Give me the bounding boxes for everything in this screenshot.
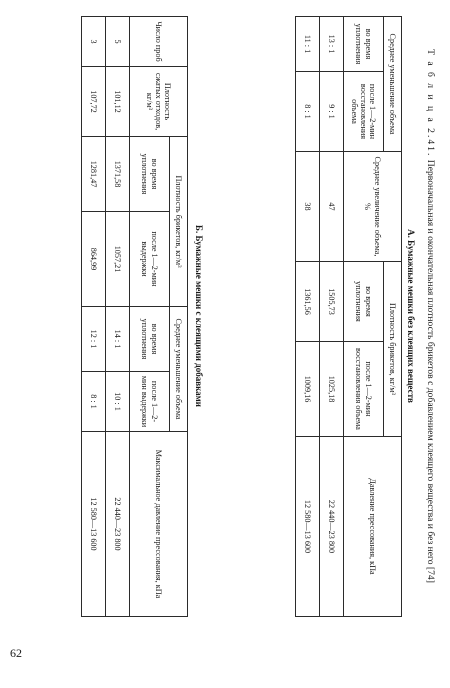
cell-density-during: 1371,58 xyxy=(106,137,130,212)
table-a xyxy=(295,16,402,617)
header-density-group: Плотность брикетов, кг/м³ xyxy=(384,262,402,437)
header-density-during: во время уплотнения xyxy=(130,137,170,212)
cell-waste-density: 107,72 xyxy=(82,67,106,137)
table-row xyxy=(106,17,130,617)
table-row xyxy=(296,17,320,617)
cell-during: 11 : 1 xyxy=(296,17,320,72)
cell-density-during: 1505,73 xyxy=(320,262,344,342)
header-density-after: после 1—2-мин выдержки xyxy=(130,212,170,307)
header-red-during: во время уплотнения xyxy=(130,307,170,372)
cell-pressure: 12 580—13 600 xyxy=(296,437,320,617)
cell-pressure: 22 440—23 800 xyxy=(320,437,344,617)
table-row xyxy=(82,17,106,617)
table-row xyxy=(320,17,344,617)
rotated-table-sheet xyxy=(36,16,436,616)
cell-density-after: 1057,21 xyxy=(106,212,130,307)
table-caption xyxy=(425,16,436,616)
cell-density-after: 1009,16 xyxy=(296,342,320,437)
cell-during: 13 : 1 xyxy=(320,17,344,72)
table-b xyxy=(81,16,188,617)
cell-pressure: 12 580—13 600 xyxy=(82,432,106,617)
cell-increase: 47 xyxy=(320,152,344,262)
cell-red-after: 8 : 1 xyxy=(82,372,106,432)
header-during: во время уплотнения xyxy=(344,17,384,72)
cell-after: 9 : 1 xyxy=(320,72,344,152)
cell-density-during: 1281,47 xyxy=(82,137,106,212)
header-reduction-group: Среднее уменьшение объема xyxy=(170,307,188,432)
header-after: после 1—2-мин восстановления объема xyxy=(344,72,384,152)
header-reduction-group: Среднее уменьшение объема xyxy=(384,17,402,152)
header-waste-density: Плотность сжатых отходов, кг/м³ xyxy=(130,67,188,137)
header-density-during: во время уплотнения xyxy=(344,262,384,342)
cell-waste-density: 101,12 xyxy=(106,67,130,137)
cell-red-during: 14 : 1 xyxy=(106,307,130,372)
cell-red-during: 12 : 1 xyxy=(82,307,106,372)
header-pressure: Максимальное давление прессования, кПа xyxy=(130,432,188,617)
cell-red-after: 10 : 1 xyxy=(106,372,130,432)
caption-prefix: Т а б л и ц а 2.41. xyxy=(425,49,436,158)
caption-title: Первоначальная и окончательная плотность брикетов с добавлением клеящего вещества и без него [74] xyxy=(425,159,436,583)
cell-density-after: 1025,18 xyxy=(320,342,344,437)
cell-samples: 3 xyxy=(82,17,106,67)
header-density-after: после 1—2-мин восстановления объема xyxy=(344,342,384,437)
header-density-group: Плотность брикетов, кг/м³ xyxy=(170,137,188,307)
header-pressure: Давление прессования, кПа xyxy=(344,437,402,617)
section-b-title: Б. Бумажные мешки с клеящими добавками xyxy=(194,225,204,407)
page-number: 62 xyxy=(10,646,22,660)
header-increase: Среднее увеличение объема, % xyxy=(344,152,402,262)
header-samples: Число проб xyxy=(130,17,188,67)
cell-after: 8 : 1 xyxy=(296,72,320,152)
section-a-title: А. Бумажные мешки без клеящих веществ xyxy=(406,229,416,403)
cell-density-during: 1361,56 xyxy=(296,262,320,342)
cell-samples: 5 xyxy=(106,17,130,67)
header-red-after: после 1—2-мин выдержки xyxy=(130,372,170,432)
cell-increase: 38 xyxy=(296,152,320,262)
cell-pressure: 22 440—23 800 xyxy=(106,432,130,617)
cell-density-after: 864,99 xyxy=(82,212,106,307)
